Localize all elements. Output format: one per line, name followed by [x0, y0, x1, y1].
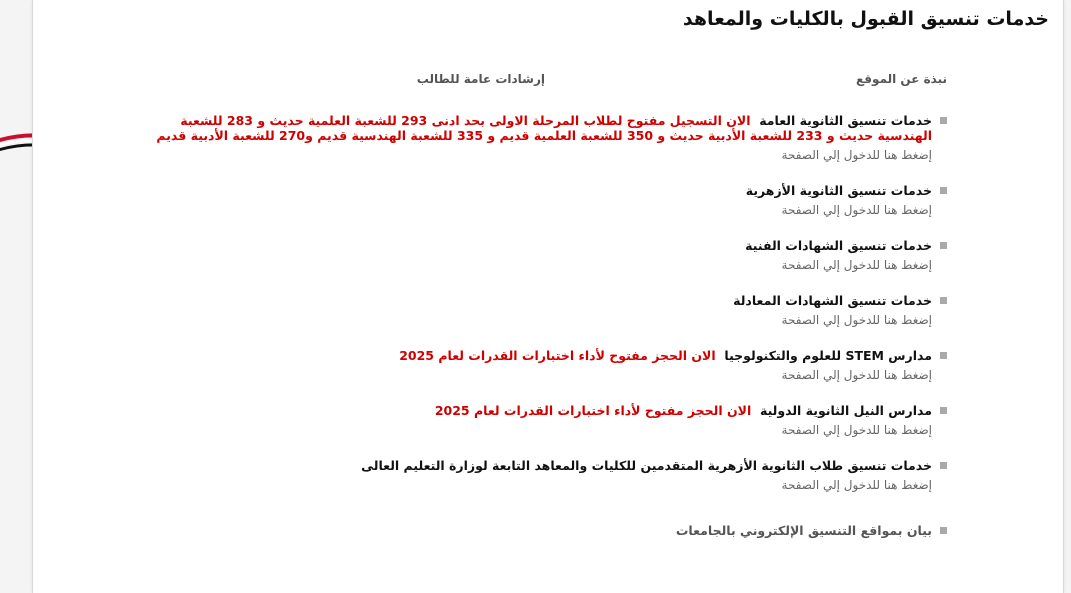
list-item: [147, 113, 947, 163]
item-title: خدمات تنسيق الثانوية الأزهرية: [745, 183, 932, 198]
item-title-line: [147, 183, 932, 198]
list-item: [147, 183, 947, 218]
bullet-square-icon: [940, 117, 947, 124]
page-title: خدمات تنسيق القبول بالكليات والمعاهد: [682, 8, 1049, 30]
student-guidance-link[interactable]: إرشادات عامة للطالب: [416, 72, 545, 86]
bullet-square-icon: [940, 462, 947, 469]
item-title: خدمات تنسيق طلاب الثانوية الأزهرية المتقدمين للكليات والمعاهد التابعة لوزارة التعليم العالى: [361, 458, 932, 473]
about-site-link[interactable]: نبذة عن الموقع: [855, 72, 947, 86]
item-note: الان الحجز مفتوح لأداء اختبارات القدرات لعام 2025: [399, 348, 716, 363]
bullet-square-icon: [940, 407, 947, 414]
list-item: [147, 348, 947, 383]
item-title: خدمات تنسيق الثانوية العامة: [759, 113, 932, 128]
content-panel: [32, 0, 1064, 593]
enter-page-link[interactable]: إضغط هنا للدخول إلي الصفحة: [781, 478, 932, 492]
enter-page-link[interactable]: إضغط هنا للدخول إلي الصفحة: [781, 148, 932, 162]
list-item: [147, 293, 947, 328]
enter-page-link[interactable]: إضغط هنا للدخول إلي الصفحة: [781, 203, 932, 217]
universities-sites-link[interactable]: بيان بمواقع التنسيق الإلكتروني بالجامعات: [675, 523, 932, 538]
bullet-square-icon: [940, 527, 947, 534]
enter-page-link[interactable]: إضغط هنا للدخول إلي الصفحة: [781, 258, 932, 272]
item-note: الان التسجيل مفتوح لطلاب المرحلة الاولى بحد ادنى 293 للشعبة العلمية حديث و 283 للشعبة الهندسية حديث و 233 للشعبة الأدبية حديث و 350 للشعبة العلمية قديم و 335 للشعبة الهندسية قديم و270 للشعبة الأدبية قديم: [156, 113, 932, 143]
item-title-line: [147, 458, 932, 473]
list-item: [147, 458, 947, 493]
list-item: [147, 403, 947, 438]
item-title: خدمات تنسيق الشهادات الفنية: [745, 238, 932, 253]
bullet-square-icon: [940, 352, 947, 359]
item-note: الان الحجز مفتوح لأداء اختبارات القدرات لعام 2025: [434, 403, 752, 418]
item-title: خدمات تنسيق الشهادات المعادلة: [733, 293, 932, 308]
enter-page-link[interactable]: إضغط هنا للدخول إلي الصفحة: [781, 313, 932, 327]
bullet-square-icon: [940, 297, 947, 304]
bullet-square-icon: [940, 187, 947, 194]
item-title-line: [147, 348, 932, 363]
enter-page-link[interactable]: إضغط هنا للدخول إلي الصفحة: [781, 423, 932, 437]
item-title-line: [147, 403, 932, 418]
item-title-line: [147, 113, 932, 143]
list-item: [147, 238, 947, 273]
item-title: مدارس النيل الثانوية الدولية: [759, 403, 932, 418]
item-title: مدارس STEM للعلوم والتكنولوجيا: [724, 348, 932, 363]
item-title-line: [147, 238, 932, 253]
list-item[interactable]: [147, 523, 947, 538]
top-links: [33, 72, 947, 92]
services-list: [147, 113, 947, 558]
bullet-square-icon: [940, 242, 947, 249]
enter-page-link[interactable]: إضغط هنا للدخول إلي الصفحة: [781, 368, 932, 382]
item-title-line: [147, 293, 932, 308]
